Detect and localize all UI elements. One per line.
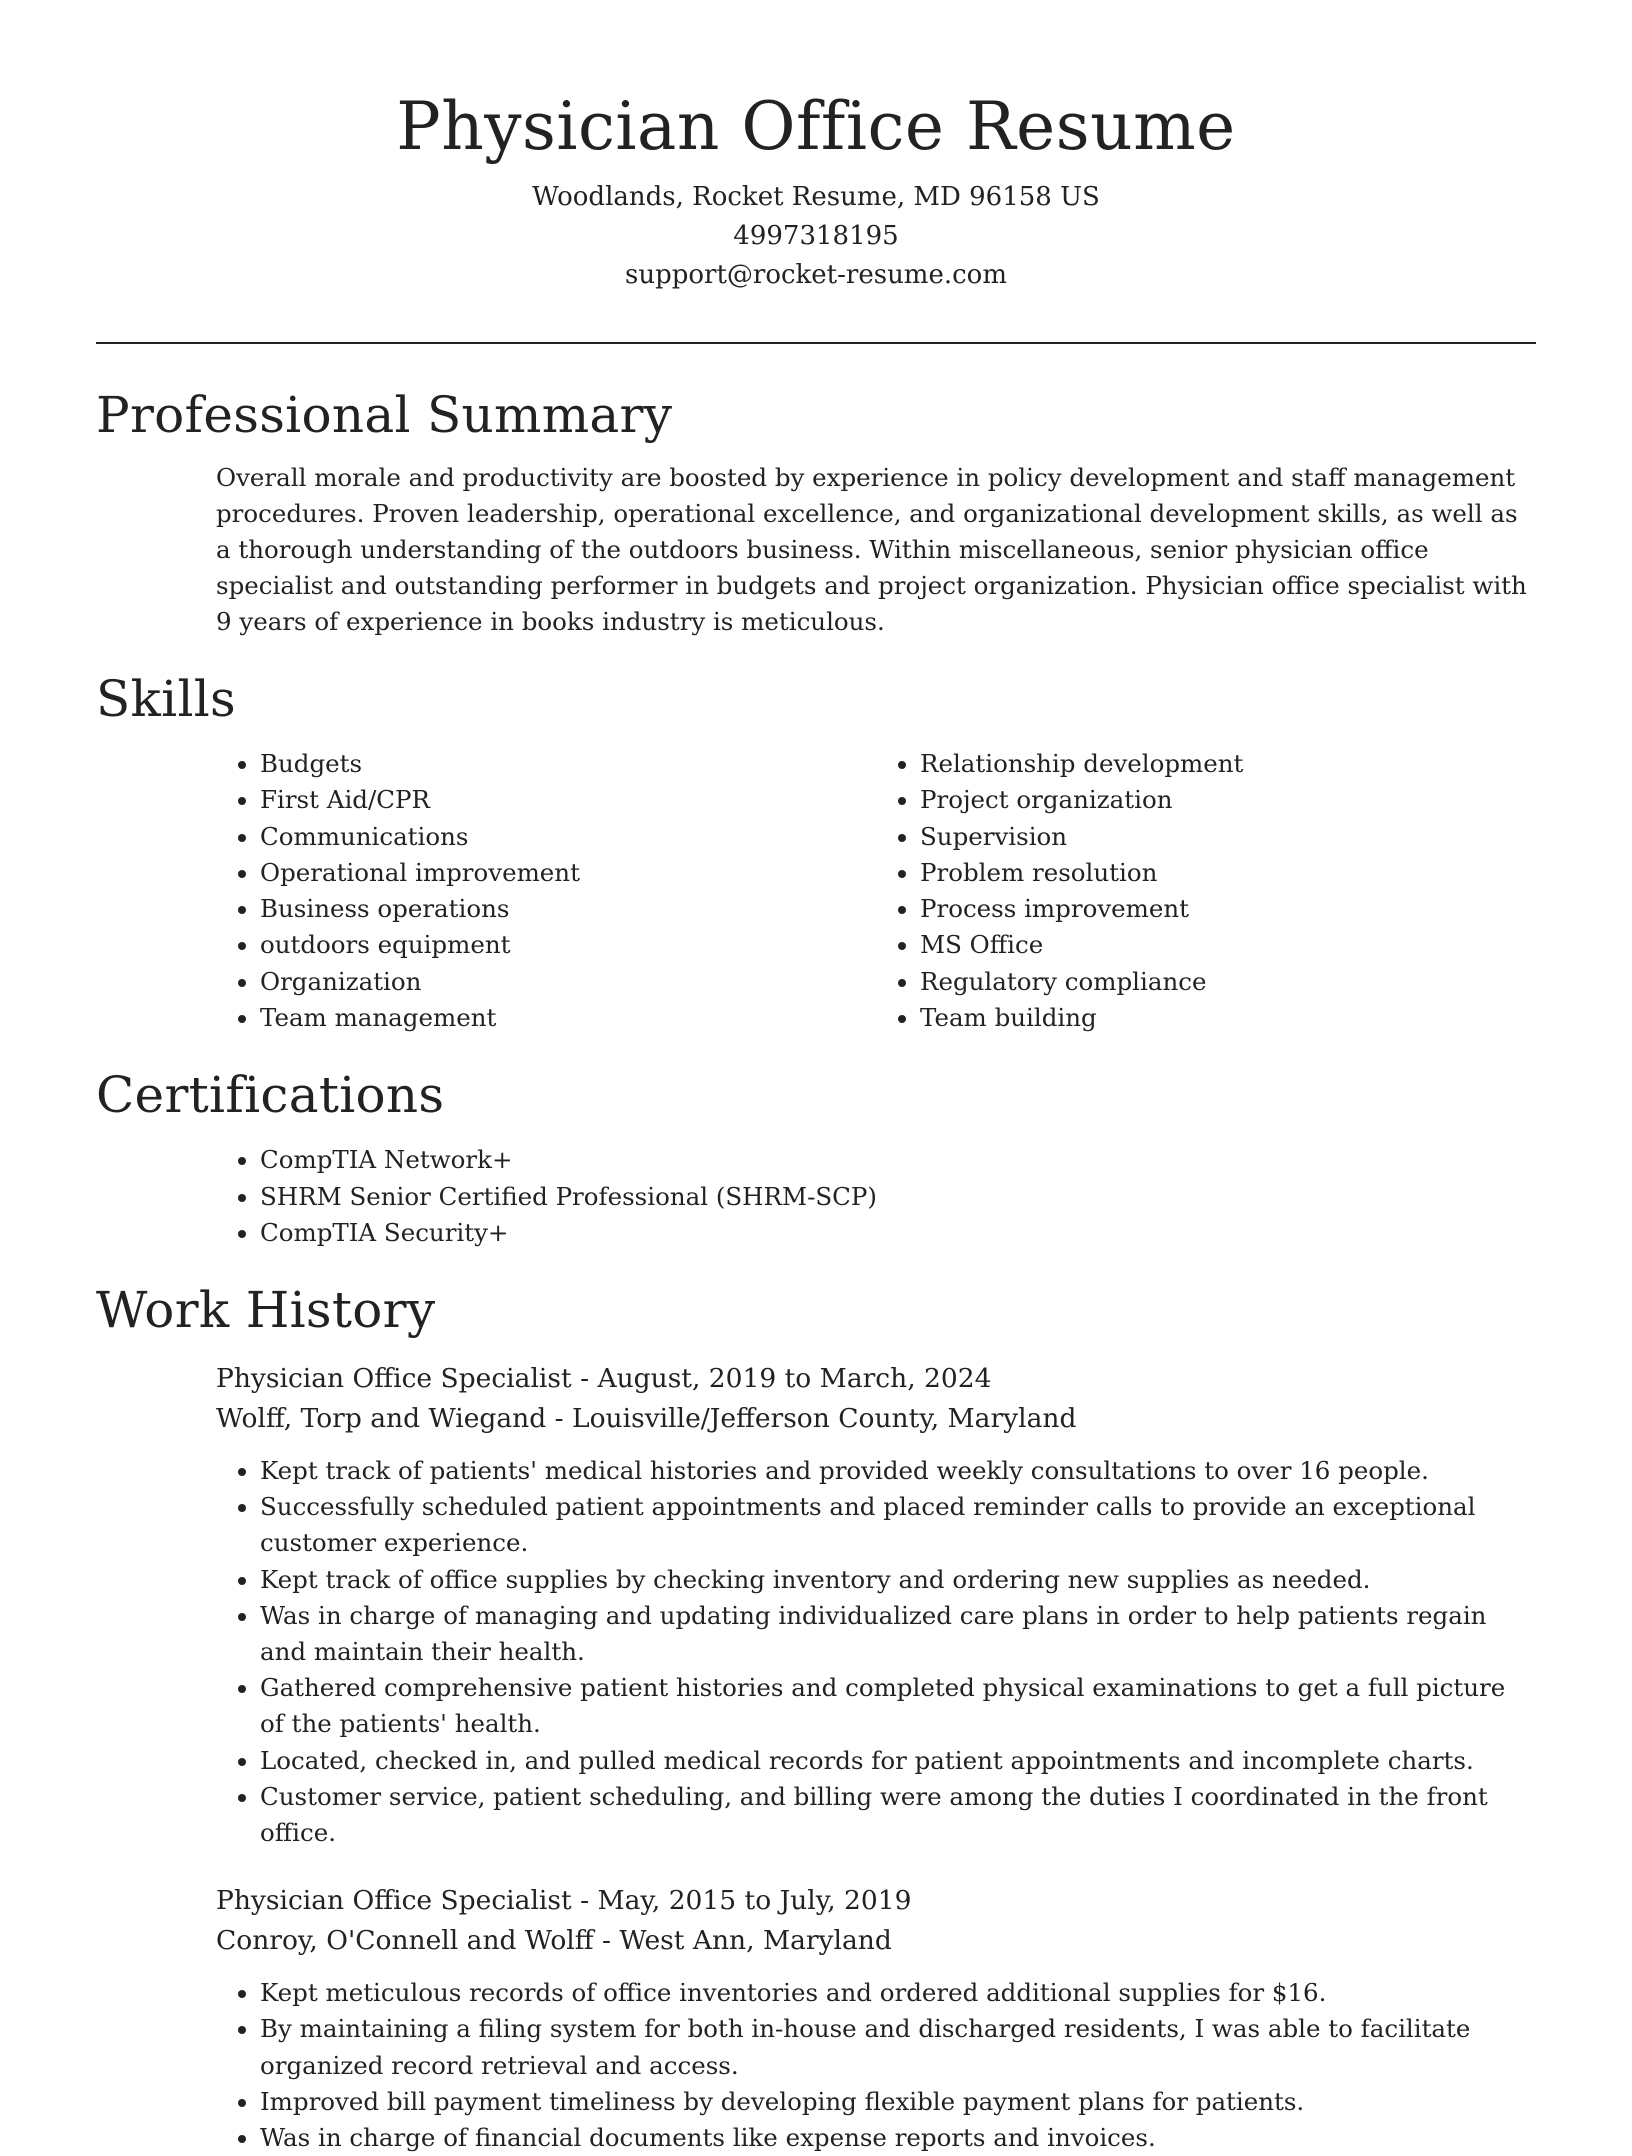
job-duties-list (216, 1975, 1536, 2156)
work-history-section (96, 1273, 1536, 2156)
job-dates: - May, 2015 to July, 2019 (571, 1885, 912, 1917)
skill-item: • Business operations (260, 891, 876, 927)
resume-header (0, 0, 1632, 295)
job-role: Physician Office Specialist (216, 1885, 572, 1917)
job-duty-item: • Gathered comprehensive patient histories and completed physical examinations to get a full picture of the patients' health. (260, 1670, 1536, 1742)
job-title-line (216, 1881, 1536, 1921)
job-duties-list (216, 1453, 1536, 1851)
page-title: Physician Office Resume (396, 88, 1236, 165)
job-location: - West Ann, Maryland (593, 1925, 892, 1957)
job-duty-item: • By maintaining a filing system for both in-house and discharged residents, I was able to facilitate organized record retrieval and access. (260, 2011, 1536, 2083)
skill-item: • Organization (260, 964, 876, 1000)
job-location: - Louisville/Jefferson County, Maryland (546, 1402, 1077, 1434)
job-duty-item: • Was in charge of financial documents like expense reports and invoices. (260, 2120, 1536, 2156)
skill-item: • MS Office (920, 927, 1536, 963)
skill-item: • Process improvement (920, 891, 1536, 927)
skill-item: • Project organization (920, 782, 1536, 818)
job-duty-item: • Located, checked in, and pulled medical records for patient appointments and incomplete charts. (260, 1743, 1536, 1779)
job-duty-item: • Successfully scheduled patient appointments and placed reminder calls to provide an exceptional customer experience. (260, 1489, 1536, 1561)
contact-info (0, 178, 1632, 295)
skills-section (96, 662, 1536, 1036)
skill-item: • Regulatory compliance (920, 964, 1536, 1000)
summary-section (96, 378, 1536, 640)
summary-text: Overall morale and productivity are boosted by experience in policy development and staff management procedures. Proven leadership, operational excellence, and organizational development skills, as well as a thorough understanding of the outdoors business. Within miscellaneous, senior physician office specialist and outstanding performer in budgets and project organization. Physician office specialist with 9 years of experience in books industry is meticulous. (216, 463, 1527, 636)
job-duty-item: • Kept track of patients' medical histories and provided weekly consultations to over 16 people. (260, 1453, 1536, 1489)
resume-content (96, 378, 1536, 2156)
skill-item: • Relationship development (920, 746, 1536, 782)
skill-item: • Team management (260, 1000, 876, 1036)
job-company-line (216, 1399, 1536, 1439)
job-role: Physician Office Specialist (216, 1362, 572, 1394)
job-company: Conroy, O'Connell and Wolff (216, 1925, 594, 1957)
job-duty-item: • Kept meticulous records of office inventories and ordered additional supplies for $16. (260, 1975, 1536, 2011)
certifications-list (216, 1142, 1536, 1251)
certification-item: • CompTIA Security+ (260, 1215, 1536, 1251)
skill-item: • First Aid/CPR (260, 782, 876, 818)
header-divider (96, 342, 1536, 344)
skills-heading: Skills (96, 670, 236, 728)
certifications-heading: Certifications (96, 1066, 445, 1125)
job-title-line (216, 1359, 1536, 1399)
phone-text: 4997318195 (733, 221, 899, 251)
skill-item: • Operational improvement (260, 855, 876, 891)
skills-column-left (216, 746, 876, 1036)
job-dates: - August, 2019 to March, 2024 (571, 1362, 992, 1394)
summary-heading: Professional Summary (96, 386, 673, 444)
job-entry (216, 1881, 1536, 2156)
job-duty-item: • Improved bill payment timeliness by developing flexible payment plans for patients. (260, 2084, 1536, 2120)
skills-column-right (876, 746, 1536, 1036)
skill-item: • outdoors equipment (260, 927, 876, 963)
job-duty-item: • Kept track of office supplies by checking inventory and ordering new supplies as needed. (260, 1562, 1536, 1598)
skill-item: • Supervision (920, 819, 1536, 855)
address-text: Woodlands, Rocket Resume, MD 96158 US (532, 182, 1100, 212)
job-company-line (216, 1921, 1536, 1961)
skill-item: • Team building (920, 1000, 1536, 1036)
email-text: support@rocket-resume.com (624, 260, 1007, 290)
certification-item: • CompTIA Network+ (260, 1142, 1536, 1178)
work-history-heading: Work History (96, 1280, 436, 1339)
skill-item: • Problem resolution (920, 855, 1536, 891)
skills-grid (216, 746, 1536, 1036)
skill-item: • Budgets (260, 746, 876, 782)
certification-item: • SHRM Senior Certified Professional (SHRM-SCP) (260, 1179, 1536, 1215)
job-duty-item: • Was in charge of managing and updating individualized care plans in order to help patients regain and maintain their health. (260, 1598, 1536, 1670)
certifications-section (96, 1058, 1536, 1251)
job-duty-item: • Customer service, patient scheduling, and billing were among the duties I coordinated in the front office. (260, 1779, 1536, 1851)
job-entry (216, 1359, 1536, 1851)
skill-item: • Communications (260, 819, 876, 855)
job-company: Wolff, Torp and Wiegand (216, 1402, 547, 1434)
